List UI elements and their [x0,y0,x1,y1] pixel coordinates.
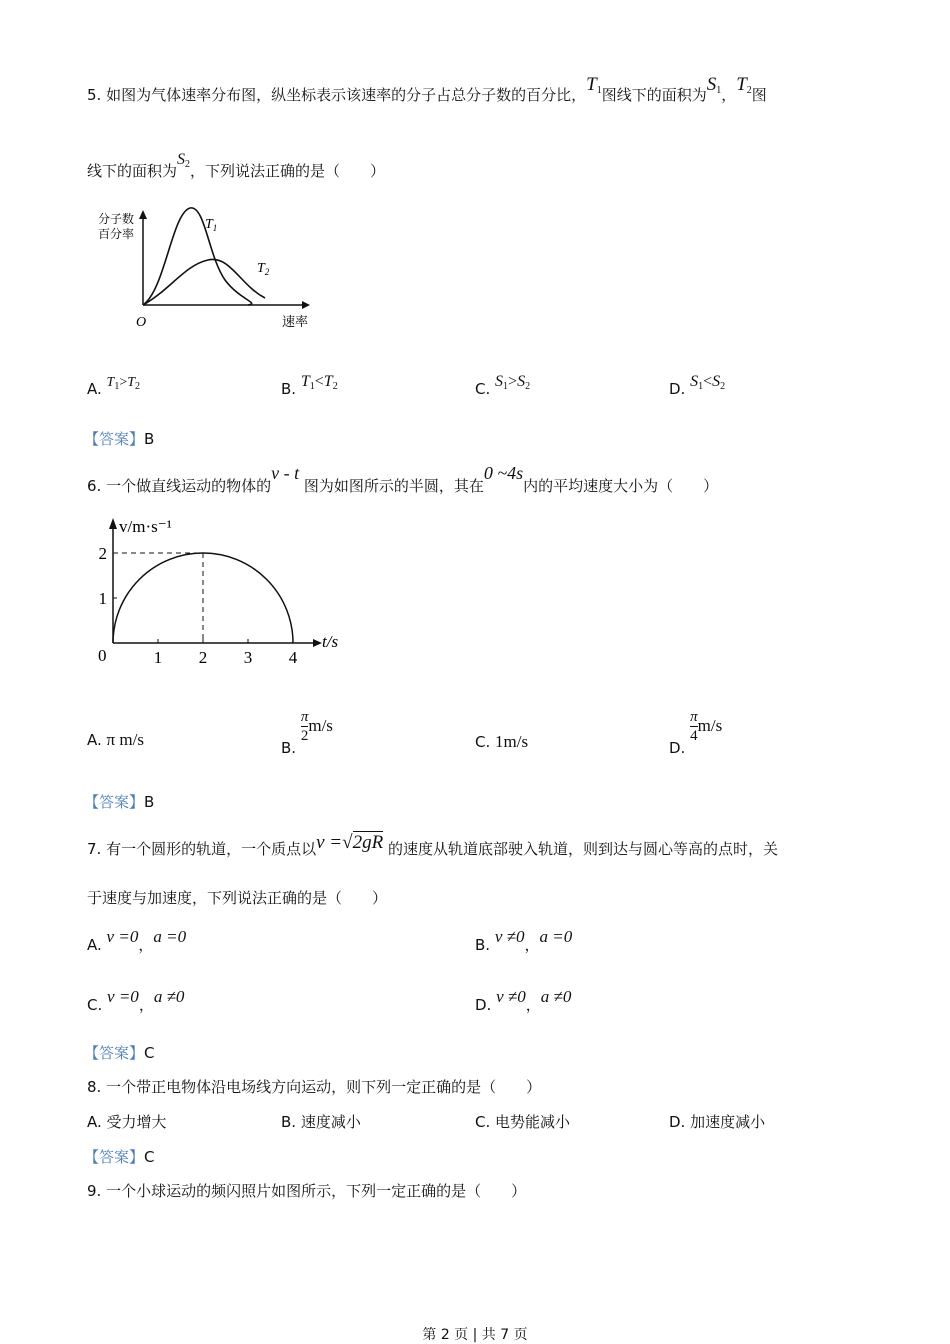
q8-option-b[interactable]: B. 速度减小 [281,1113,361,1131]
q5-text: 如图为气体速率分布图，纵坐标表示该速率的分子占总分子数的百分比， [106,86,587,104]
q5-text: 图线下的面积为 [601,86,707,104]
answer-label: 【答案】 [84,1044,145,1062]
q7-stem-line2: 于速度与加速度，下列说法正确的是（ ） [87,889,388,907]
q5-option-c[interactable]: C. $S_1>S_2$ [475,373,531,398]
origin-label: O [136,315,147,330]
option-label: D. [669,739,686,757]
curve-t1-label: $T_1$ [205,217,218,233]
option-label: B. [281,380,297,398]
q6-option-c[interactable] [475,732,528,752]
q7-option-b[interactable]: B. v ≠0，a =0 [475,927,573,954]
y-axis-arrow-icon [139,210,147,219]
q7-option-d[interactable]: D. v ≠0，a ≠0 [475,987,572,1014]
q7-text: 有一个圆形的轨道，一个质点以 [106,840,317,858]
q6-formula: 0 ~4s [483,463,524,483]
q6-number: 6. [87,477,102,495]
fraction: $\frac{\pi}{2}$ [300,709,309,744]
option-unit: m/s [697,716,723,735]
curve-t1 [143,208,252,305]
q5-var: S [177,151,186,168]
q5-option-b[interactable]: B. $T_1<T_2$ [281,373,338,398]
option-text: 1m/s [495,732,529,751]
q5-var: T [586,74,597,95]
x-axis-label: t/s [322,632,339,651]
x-tick-label: 4 [288,648,298,667]
option-text: π m/s [106,730,144,749]
answer-label: 【答案】 [84,793,145,811]
option-label: A. [87,731,102,749]
x-tick-label: 3 [243,648,253,667]
q6-text: 一个做直线运动的物体的 [106,477,272,495]
q5-text: 图 [751,86,767,104]
q5-text: 线下的面积为 [87,162,178,180]
option-unit: m/s [308,716,333,735]
q5-number: 5. [87,86,102,104]
q5-speed-distribution-figure [90,205,330,335]
q7-answer [84,1042,155,1063]
answer-value: C [144,1044,155,1062]
q5-sub: 2 [185,159,191,170]
x-tick-label: 1 [153,648,163,667]
q5-var: T [736,74,747,95]
y-tick-label: 1 [98,589,107,608]
y-axis-label: 分子数 [98,212,135,226]
q5-text: ，下列说法正确的是（ ） [190,162,386,180]
x-axis-arrow-icon [313,639,322,647]
option-label: C. [475,380,491,398]
q6-formula: v - t [271,463,300,483]
q5-stem-line2 [87,151,386,182]
q7-option-a[interactable]: A. v =0，a =0 [87,927,187,954]
q6-stem [87,463,719,496]
q6-option-d[interactable] [669,708,723,757]
option-label: A. [87,380,102,398]
q6-option-b[interactable] [281,708,333,757]
q6-answer [84,791,154,812]
answer-value: B [144,793,155,811]
q8-option-a[interactable]: A. 受力增大 [87,1113,167,1131]
q7-text: 的速度从轨道底部驶入轨道，则到达与圆心等高的点时，关 [387,840,778,858]
option-label: C. [475,733,491,751]
q8-answer [84,1146,155,1167]
answer-value: B [144,430,155,448]
curve-t2 [143,259,265,305]
q5-option-d[interactable]: D. $S_1<S_2$ [669,373,726,398]
q5-option-a[interactable]: A. $T_1>T_2$ [87,375,141,398]
q5-var: S [706,74,717,95]
q5-stem-line1 [87,74,767,106]
q5-sub: 1 [716,85,722,96]
q8-stem: 8. 一个带正电物体沿电场线方向运动，则下列一定正确的是（ ） [87,1078,542,1096]
curve-t2-label: $T_2$ [257,261,270,277]
q7-option-c[interactable]: C. v =0，a ≠0 [87,987,185,1014]
q6-option-a[interactable] [87,730,144,750]
x-axis-arrow-icon [302,301,310,309]
y-tick-label: 2 [98,544,107,563]
y-axis-label: 百分率 [98,227,135,241]
q8-option-d[interactable]: D. 加速度减小 [669,1113,766,1131]
q8-option-c[interactable]: C. 电势能减小 [475,1113,571,1131]
answer-label: 【答案】 [84,430,145,448]
q5-answer [84,428,154,449]
q5-sub: 1 [596,85,602,96]
y-axis-label: v/m·s⁻¹ [119,517,172,536]
page-footer: 第 2 页 | 共 7 页 [422,1327,528,1343]
x-axis-label: 速率 [282,314,309,329]
answer-label: 【答案】 [84,1148,145,1166]
option-label: D. [669,380,686,398]
q9-stem: 9. 一个小球运动的频闪照片如图所示，下列一定正确的是（ ） [87,1182,527,1200]
answer-value: C [144,1148,155,1166]
origin-label: 0 [98,646,107,665]
q6-text: 图为如图所示的半圆，其在 [303,477,484,495]
q6-vt-chart [90,515,350,670]
q6-text: 内的平均速度大小为（ ） [523,477,719,495]
q7-number: 7. [87,840,102,858]
q5-text: ， [721,86,737,104]
fraction: $\frac{\pi}{4}$ [690,709,698,744]
q7-formula: v =√2gR [316,832,384,853]
y-axis-arrow-icon [109,518,117,529]
option-label: B. [281,739,297,757]
x-tick-label: 2 [198,648,208,667]
q5-sub: 2 [746,85,752,96]
q7-stem-line1 [87,832,778,860]
